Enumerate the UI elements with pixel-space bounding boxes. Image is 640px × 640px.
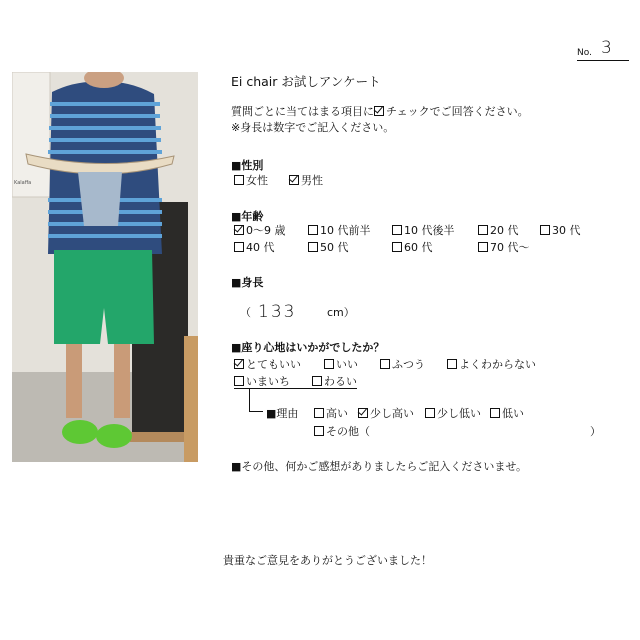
gender-option-female[interactable]: 女性 — [234, 172, 268, 188]
age-option-60[interactable]: 60 代 — [392, 239, 433, 255]
wall-sign-text: Kalaffa — [14, 180, 32, 186]
reason-heading: ■理由 — [266, 407, 299, 420]
instruction-line-2: ※身長は数字でご記入ください。 — [231, 121, 395, 134]
age-option-50[interactable]: 50 代 — [308, 239, 349, 255]
checkbox-icon[interactable] — [314, 426, 324, 436]
comfort-option-unsure[interactable]: よくわからない — [447, 356, 536, 372]
age-option-40[interactable]: 40 代 — [234, 239, 275, 255]
checkbox-icon[interactable] — [380, 359, 390, 369]
comment-heading: ■その他、何かご感想がありましたらご記入くださいませ。 — [231, 460, 528, 473]
reason-option-slightly-high[interactable]: 少し高い — [358, 405, 414, 421]
number-value: 3 — [601, 38, 614, 58]
checkbox-icon[interactable] — [425, 408, 435, 418]
checkbox-icon[interactable] — [312, 376, 322, 386]
checkbox-icon[interactable] — [392, 225, 402, 235]
connector-line-branch — [249, 411, 263, 412]
checkbox-icon[interactable] — [234, 376, 244, 386]
reason-option-high[interactable]: 高い — [314, 405, 348, 421]
checkbox-checked-icon[interactable] — [234, 225, 244, 235]
age-option-30[interactable]: 30 代 — [540, 222, 581, 238]
checkbox-icon[interactable] — [324, 359, 334, 369]
reason-other-close: ） — [590, 425, 601, 438]
checkbox-icon[interactable] — [478, 242, 488, 252]
checkbox-icon[interactable] — [392, 242, 402, 252]
checkbox-icon[interactable] — [234, 175, 244, 185]
age-heading: ■年齢 — [231, 210, 264, 223]
connector-line-vertical — [249, 388, 250, 411]
height-unit: cm） — [327, 306, 355, 319]
checkbox-icon[interactable] — [490, 408, 500, 418]
age-option-20[interactable]: 20 代 — [478, 222, 519, 238]
thanks-message: 貴重なご意見をありがとうございました！ — [223, 554, 432, 567]
checkbox-example-icon — [374, 106, 384, 116]
checkbox-checked-icon[interactable] — [358, 408, 368, 418]
checkbox-icon[interactable] — [314, 408, 324, 418]
age-option-70[interactable]: 70 代～ — [478, 239, 530, 255]
checkbox-icon[interactable] — [308, 242, 318, 252]
number-field — [577, 38, 629, 61]
comfort-option-very-good[interactable]: とてもいい — [234, 356, 301, 372]
reason-option-low[interactable]: 低い — [490, 405, 524, 421]
age-option-10-late[interactable]: 10 代後半 — [392, 222, 455, 238]
comfort-heading: ■座り心地はいかがでしたか？ — [231, 341, 385, 354]
connector-line-horizontal — [234, 388, 357, 389]
checkbox-icon[interactable] — [234, 242, 244, 252]
comfort-option-not-so-good[interactable]: いまいち — [234, 373, 290, 389]
instruction-line-1: 質問ごとに当てはまる項目に チェックでご回答ください。 — [231, 105, 529, 118]
age-option-0-9[interactable]: 0～9 歳 — [234, 222, 286, 238]
child-with-chair-photo — [12, 72, 198, 462]
checkbox-icon[interactable] — [447, 359, 457, 369]
gender-heading: ■性別 — [231, 159, 264, 172]
height-value[interactable]: 133 — [258, 302, 297, 322]
checkbox-checked-icon[interactable] — [289, 175, 299, 185]
height-heading: ■身長 — [231, 276, 264, 289]
reason-option-slightly-low[interactable]: 少し低い — [425, 405, 481, 421]
gender-option-male[interactable]: 男性 — [289, 172, 323, 188]
checkbox-icon[interactable] — [540, 225, 550, 235]
comfort-option-good[interactable]: いい — [324, 356, 358, 372]
survey-title: Ei chair お試しアンケート — [231, 74, 381, 89]
number-label: No. — [577, 48, 592, 58]
checkbox-checked-icon[interactable] — [234, 359, 244, 369]
checkbox-icon[interactable] — [478, 225, 488, 235]
age-option-10-early[interactable]: 10 代前半 — [308, 222, 371, 238]
comfort-option-bad[interactable]: わるい — [312, 373, 357, 389]
reason-option-other[interactable]: その他（ — [314, 423, 370, 439]
comfort-option-ordinary[interactable]: ふつう — [380, 356, 425, 372]
checkbox-icon[interactable] — [308, 225, 318, 235]
height-open-paren: （ — [240, 306, 251, 319]
